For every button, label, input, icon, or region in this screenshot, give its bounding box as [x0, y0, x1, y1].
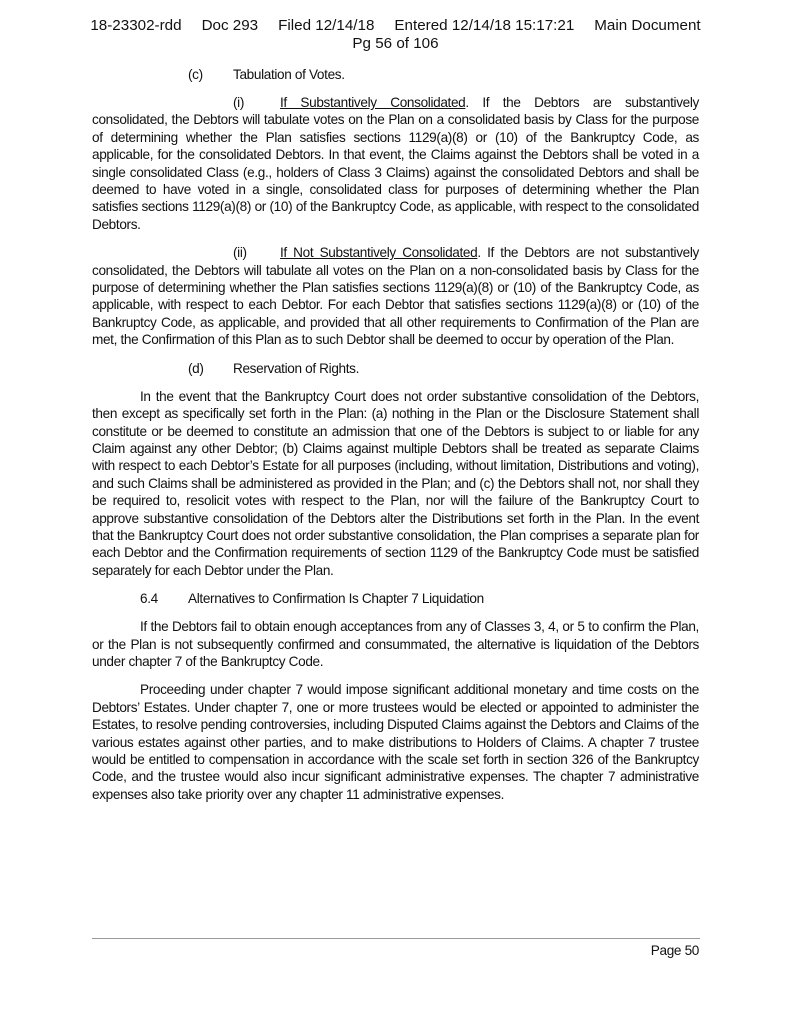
- section-6-4-para1-text: If the Debtors fail to obtain enough acceptances from any of Classes 3, 4, or 5 to confirm the Plan, or the Plan is not subsequently confirmed and consummated, the alternative is liquidation of the Debtors under chapter 7 of the Bankruptcy Code.: [92, 619, 699, 669]
- paragraph-ii-text: . If the Debtors are not substantively consolidated, the Debtors will tabulate all votes on the Plan on a non-consolidated basis by Class for the purpose of determining whether the Plan satisfies sections 1129(a)(8) or (10) of the Bankruptcy Code, as applicable, with respect to each Debtor. For each Debtor that satisfies sections 1129(a)(8) or (10) of the Bankruptcy Code, as applicable, and provided that all other requirements to Confirmation of the Plan are met, the Confirmation of this Plan as to such Debtor shall be deemed to occur by operation of the Plan.: [92, 245, 699, 348]
- case-number: 18-23302-rdd: [90, 17, 182, 34]
- section-6-4-paragraph-1: [92, 618, 699, 670]
- paragraph-ii-number: (ii): [233, 245, 247, 261]
- doc-number: Doc 293: [201, 17, 259, 34]
- section-6-4-heading: [92, 590, 699, 607]
- paragraph-ii: [92, 244, 699, 348]
- paragraph-i-text: . If the Debtors are substantively consolidated, the Debtors will tabulate votes on the Plan on a consolidated basis by Class for the purpose of determining whether the Plan satisfies sections 1129(a)(8) or (10) of the Bankruptcy Code, as applicable, for the consolidated Debtors. In that event, the Claims against the Debtors shall be voted in a single consolidated Class (e.g., holders of Class 3 Claims) against the consolidated Debtors and shall be deemed to have voted in a single, consolidated class for purposes of determining whether the Plan satisfies sections 1129(a)(8) or (10) of the Bankruptcy Code, as applicable, with respect to the consolidated Debtors.: [92, 95, 699, 232]
- page-number: Page 50: [650, 943, 699, 958]
- section-d-text: In the event that the Bankruptcy Court does not order substantive consolidation of the Debtors, then except as specifically set forth in the Plan: (a) nothing in the Plan or the Disclosure Statement shall constitute or be deemed to constitute an admission that one of the Debtors is subject to or liable for any Claim against any other Debtor; (b) Claims against multiple Debtors shall be treated as separate Claims with respect to each Debtor’s Estate for all purposes (including, without limitation, Distributions and voting), and such Claims shall be administered as provided in the Plan; and (c) the Debtors shall not, nor shall they be required to, resolicit votes with respect to the Plan, nor will the failure of the Bankruptcy Court to approve substantive consolidation of the Debtors alter the Distributions set forth in the Plan. In the event that the Bankruptcy Court does not order substantive consolidation, the Plan comprises a separate plan for each Debtor and the Confirmation requirements of section 1129 of the Bankruptcy Code must be satisfied separately for each Debtor under the Plan.: [92, 388, 699, 578]
- section-6-4-number: 6.4: [140, 591, 158, 607]
- document-body: [92, 66, 699, 814]
- paragraph-i: [92, 94, 699, 233]
- section-6-4-paragraph-2: [92, 681, 699, 803]
- main-document-label: Main Document: [594, 17, 701, 34]
- section-6-4-para2-text: Proceeding under chapter 7 would impose significant additional monetary and time costs on the Debtors’ Estates. Under chapter 7, one or more trustees would be elected or appointed to administer the Estates, to resolve pending controversies, including Disputed Claims against the Debtors and Claims of the various estates against other parties, and to make distributions to Holders of Claims. A chapter 7 trustee would be entitled to compensation in accordance with the scale set forth in section 326 of the Bankruptcy Code, and the trustee would also incur significant administrative expenses. The chapter 7 administrative expenses also take priority over any chapter 11 administrative expenses.: [92, 682, 699, 802]
- section-d-heading: [92, 360, 699, 377]
- section-c-number: (c): [188, 67, 203, 82]
- section-d-number: (d): [188, 360, 204, 376]
- footer-divider: [92, 938, 700, 939]
- filed-date: Filed 12/14/18: [278, 17, 375, 34]
- section-d-paragraph: [92, 388, 699, 579]
- paragraph-i-title: If Substantively Consolidated: [280, 95, 466, 110]
- court-filing-header: [0, 17, 791, 53]
- paragraph-ii-title: If Not Substantively Consolidated: [280, 245, 478, 261]
- page-count: Pg 56 of 106: [352, 35, 439, 52]
- section-c-heading: [92, 66, 699, 83]
- entered-date: Entered 12/14/18 15:17:21: [394, 17, 575, 34]
- section-6-4-title: Alternatives to Confirmation Is Chapter 7 Liquidation: [188, 591, 484, 607]
- paragraph-i-number: (i): [233, 95, 245, 110]
- section-c-title: Tabulation of Votes.: [233, 67, 345, 82]
- section-d-title: Reservation of Rights.: [233, 360, 360, 376]
